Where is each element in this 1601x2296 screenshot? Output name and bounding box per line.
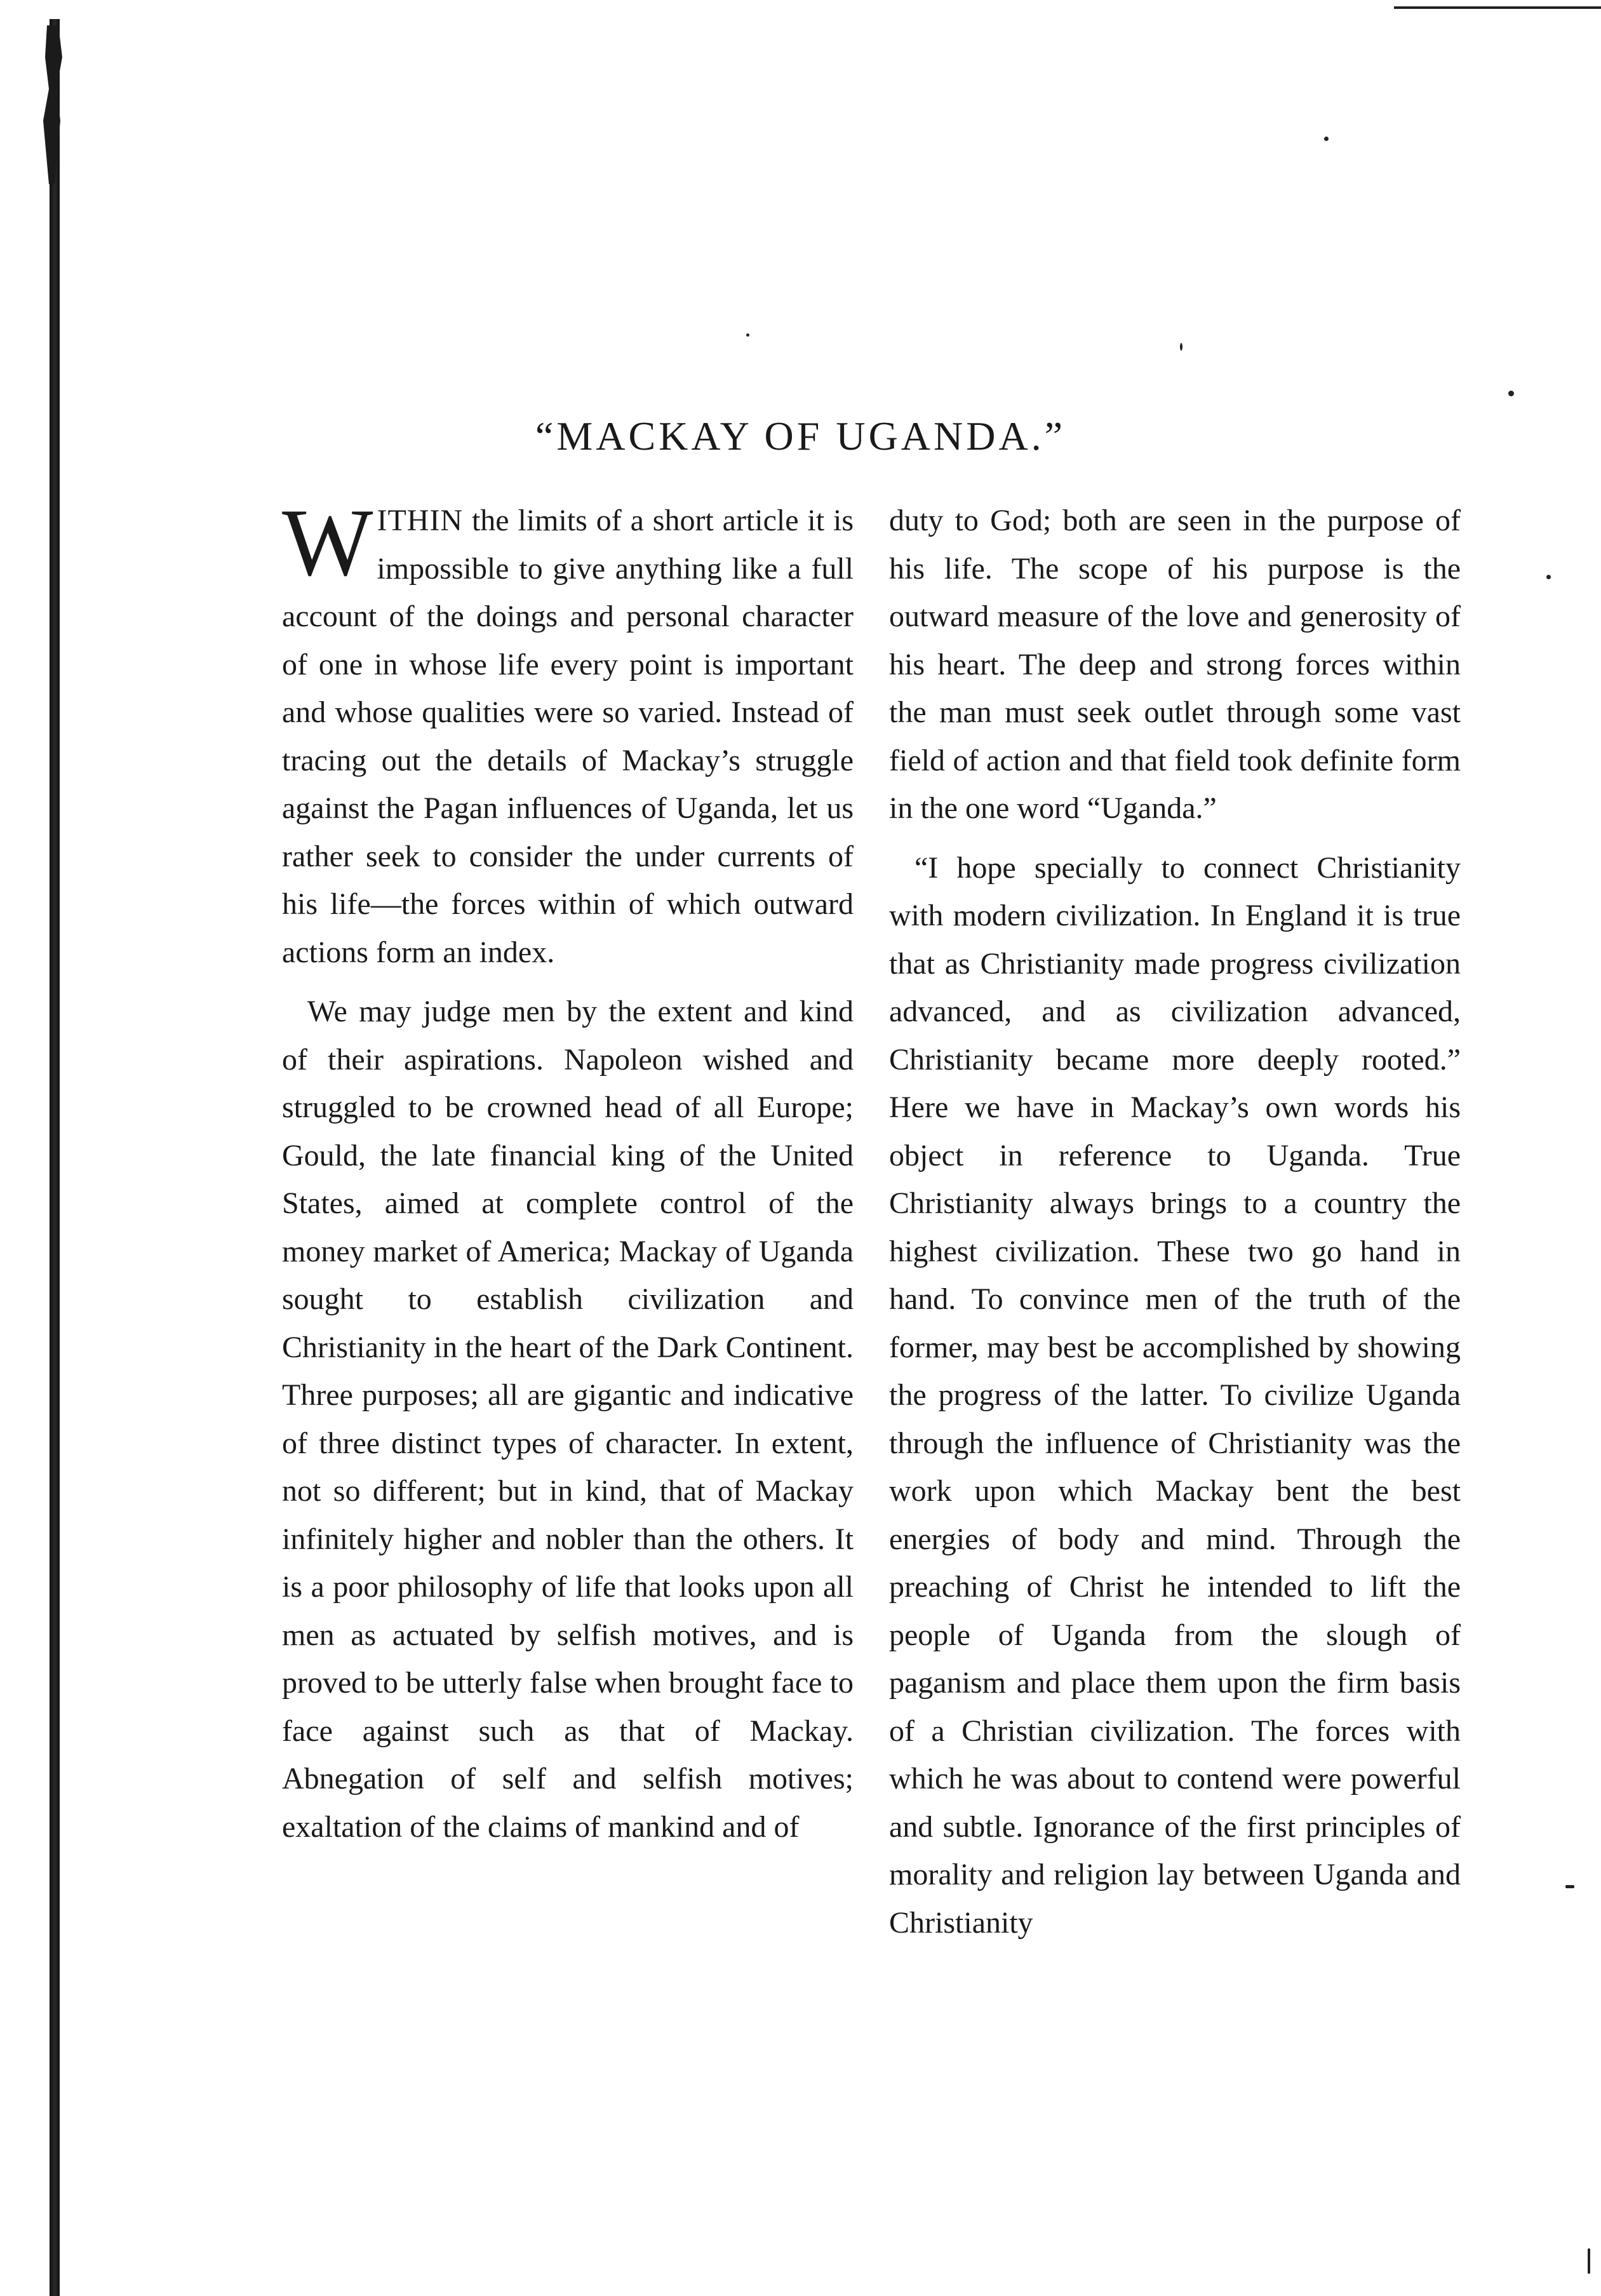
article-title: “MACKAY OF UGANDA.”: [535, 413, 1066, 459]
page-binding-edge: [50, 19, 60, 2296]
lead-word: ITHIN: [377, 504, 464, 537]
paragraph-text: the limits of a short article it is impossible to give anything like a full account of the doings and personal character of one in whose life every point is important and whose qualities were so varied. Instead of tracing out the details of Mackay’s struggle against the Pagan influences of Uganda, let us rather seek to consider the under currents of his life—the forces within of which outward actions form an index.: [282, 504, 854, 969]
scan-speck: [1180, 343, 1182, 351]
left-column: [282, 489, 854, 1862]
scan-speck: [1324, 137, 1329, 141]
drop-cap: W: [282, 489, 373, 596]
right-column: [889, 497, 1461, 1958]
scan-speck: [1546, 575, 1551, 579]
scan-speck: [1565, 1885, 1574, 1888]
scan-speck: [1508, 391, 1514, 396]
paragraph: We may judge men by the extent and kind of their aspirations. Napoleon wished and struggled to be crowned head of all Europe; Gould, the late financial king of the United States, aimed at complete control of the money market of America; Mackay of Uganda sought to establish civilization and Christianity in the heart of the Dark Continent. Three purposes; all are gigantic and indicative of three distinct types of character. In extent, not so different; but in kind, that of Mackay infinitely higher and nobler than the others. It is a poor philosophy of life that looks upon all men as actuated by selfish motives, and is proved to be utterly false when brought face to face against such as that of Mackay. Abnegation of self and selfish motives; exaltation of the claims of mankind and of: [282, 995, 854, 1844]
top-rule: [1394, 6, 1601, 9]
paragraph: duty to God; both are seen in the purpose of his life. The scope of his purpose is the outward measure of the love and generosity of his heart. The deep and strong forces within the man must seek outlet through some vast field of action and that field took definite form in the one word “Uganda.”: [889, 504, 1461, 825]
paragraph: “I hope specially to connect Christianity with modern civilization. In England it is true that as Christianity made progress civilization advanced, and as civilization advanced, Christianity became more deeply rooted.” Here we have in Mackay’s own words his object in reference to Uganda. True Christianity always brings to a country the highest civilization. These two go hand in hand. To convince men of the truth of the former, may best be accomplished by showing the progress of the latter. To civilize Uganda through the influence of Christianity was the work upon which Mackay bent the best energies of body and mind. Through the preaching of Christ he intended to lift the people of Uganda from the slough of paganism and place them upon the firm basis of a Christian civilization. The forces with which he was about to contend were powerful and subtle. Ignorance of the first principles of morality and religion lay between Uganda and Christianity: [889, 850, 1461, 1940]
scan-speck: [746, 333, 749, 337]
paragraph: [282, 489, 854, 976]
scan-speck: [1588, 2248, 1590, 2274]
